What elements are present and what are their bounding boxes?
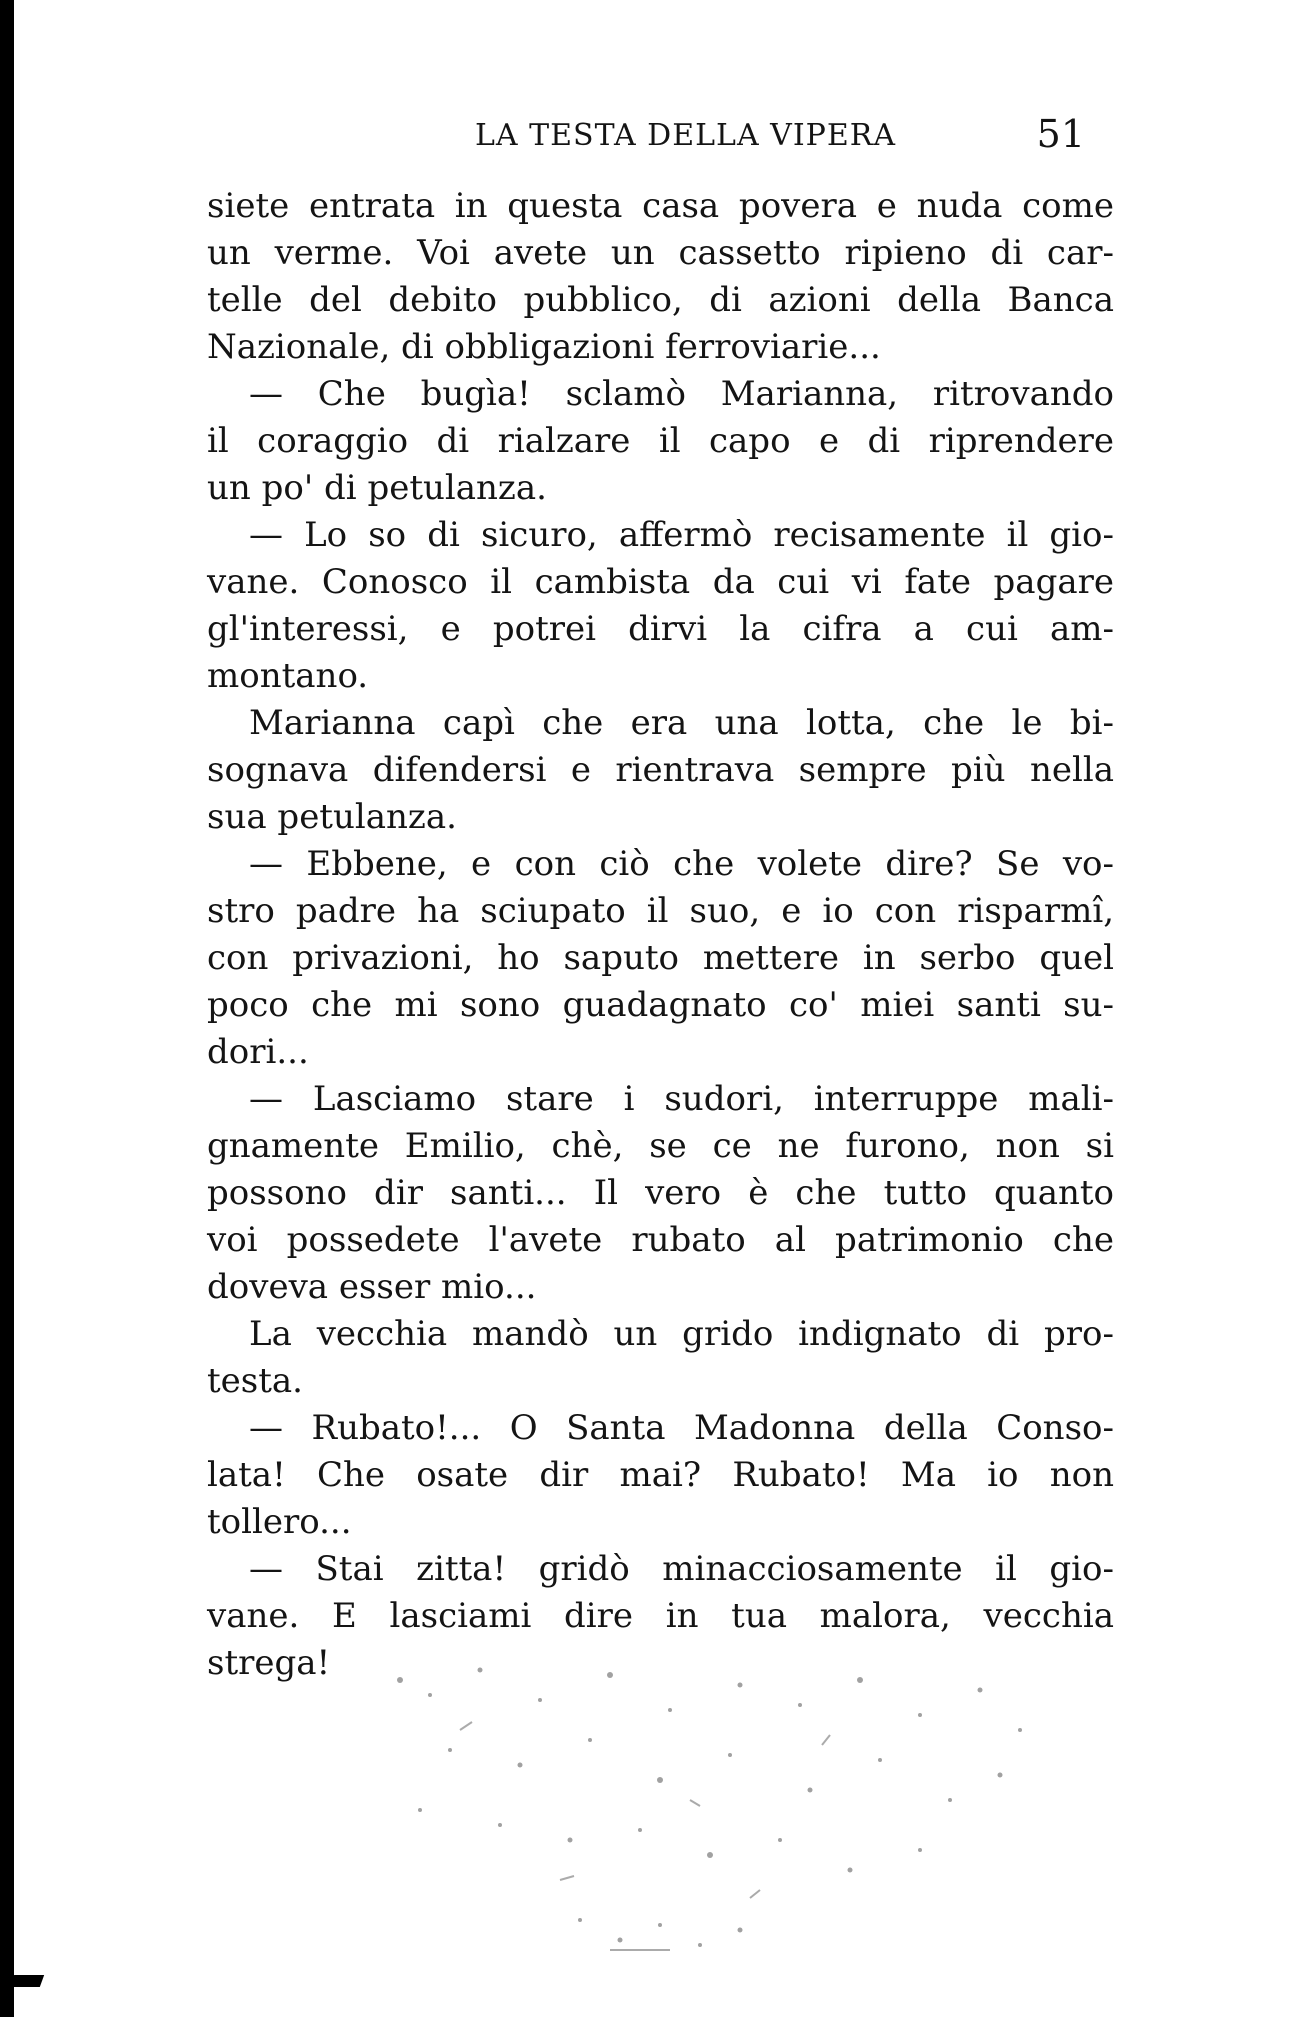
text-line: siete entrata in questa casa povera e nuda come <box>207 186 1114 226</box>
text-line: Nazionale, di obbligazioni ferroviarie... <box>207 327 881 367</box>
text-line: voi possedete l'avete rubato al patrimonio che <box>207 1220 1114 1260</box>
text-line: il coraggio di rialzare il capo e di riprendere <box>207 421 1114 461</box>
page-header <box>205 112 1085 164</box>
text-line: sua petulanza. <box>207 797 457 837</box>
text-line: poco che mi sono guadagnato co' miei santi su- <box>207 985 1114 1025</box>
page-number: 51 <box>1036 112 1085 156</box>
faded-ornament-stamp <box>360 1640 1060 1980</box>
text-line: La vecchia mandò un grido indignato di pro- <box>249 1314 1114 1354</box>
running-title: LA TESTA DELLA VIPERA <box>475 118 897 153</box>
text-line: possono dir santi... Il vero è che tutto quanto <box>207 1173 1114 1213</box>
text-line: lata! Che osate dir mai? Rubato! Ma io non <box>207 1455 1114 1495</box>
text-line: gnamente Emilio, chè, se ce ne furono, non si <box>207 1126 1114 1166</box>
text-line: — Rubato!... O Santa Madonna della Conso- <box>249 1408 1114 1448</box>
text-line: con privazioni, ho saputo mettere in serbo quel <box>207 938 1114 978</box>
text-line: montano. <box>207 656 369 696</box>
text-line: — Stai zitta! gridò minacciosamente il gio- <box>249 1549 1114 1589</box>
text-line: — Che bugìa! sclamò Marianna, ritrovando <box>249 374 1114 414</box>
body-text <box>207 183 1114 1687</box>
text-line: — Lasciamo stare i sudori, interruppe mali- <box>249 1079 1114 1119</box>
text-line: Marianna capì che era una lotta, che le bi- <box>249 703 1114 743</box>
text-line: strega! <box>207 1643 331 1683</box>
text-line: stro padre ha sciupato il suo, e io con risparmî, <box>207 891 1114 931</box>
text-line: telle del debito pubblico, di azioni della Banca <box>207 280 1114 320</box>
foot-mark <box>10 1975 44 1987</box>
text-line: un verme. Voi avete un cassetto ripieno di car- <box>207 233 1114 273</box>
text-line: — Ebbene, e con ciò che volete dire? Se vo- <box>249 844 1114 884</box>
binding-edge <box>0 0 14 2017</box>
text-line: un po' di petulanza. <box>207 468 547 508</box>
text-line: gl'interessi, e potrei dirvi la cifra a cui am- <box>207 609 1114 649</box>
binding-foot <box>0 1930 40 2017</box>
text-line: dori... <box>207 1032 309 1072</box>
text-line: sognava difendersi e rientrava sempre più nella <box>207 750 1114 790</box>
text-line: doveva esser mio... <box>207 1267 537 1307</box>
text-line: — Lo so di sicuro, affermò recisamente il gio- <box>249 515 1114 555</box>
text-line: vane. Conosco il cambista da cui vi fate pagare <box>207 562 1114 602</box>
text-line: tollero... <box>207 1502 352 1542</box>
text-line: testa. <box>207 1361 303 1401</box>
text-line: vane. E lasciami dire in tua malora, vecchia <box>207 1596 1114 1636</box>
